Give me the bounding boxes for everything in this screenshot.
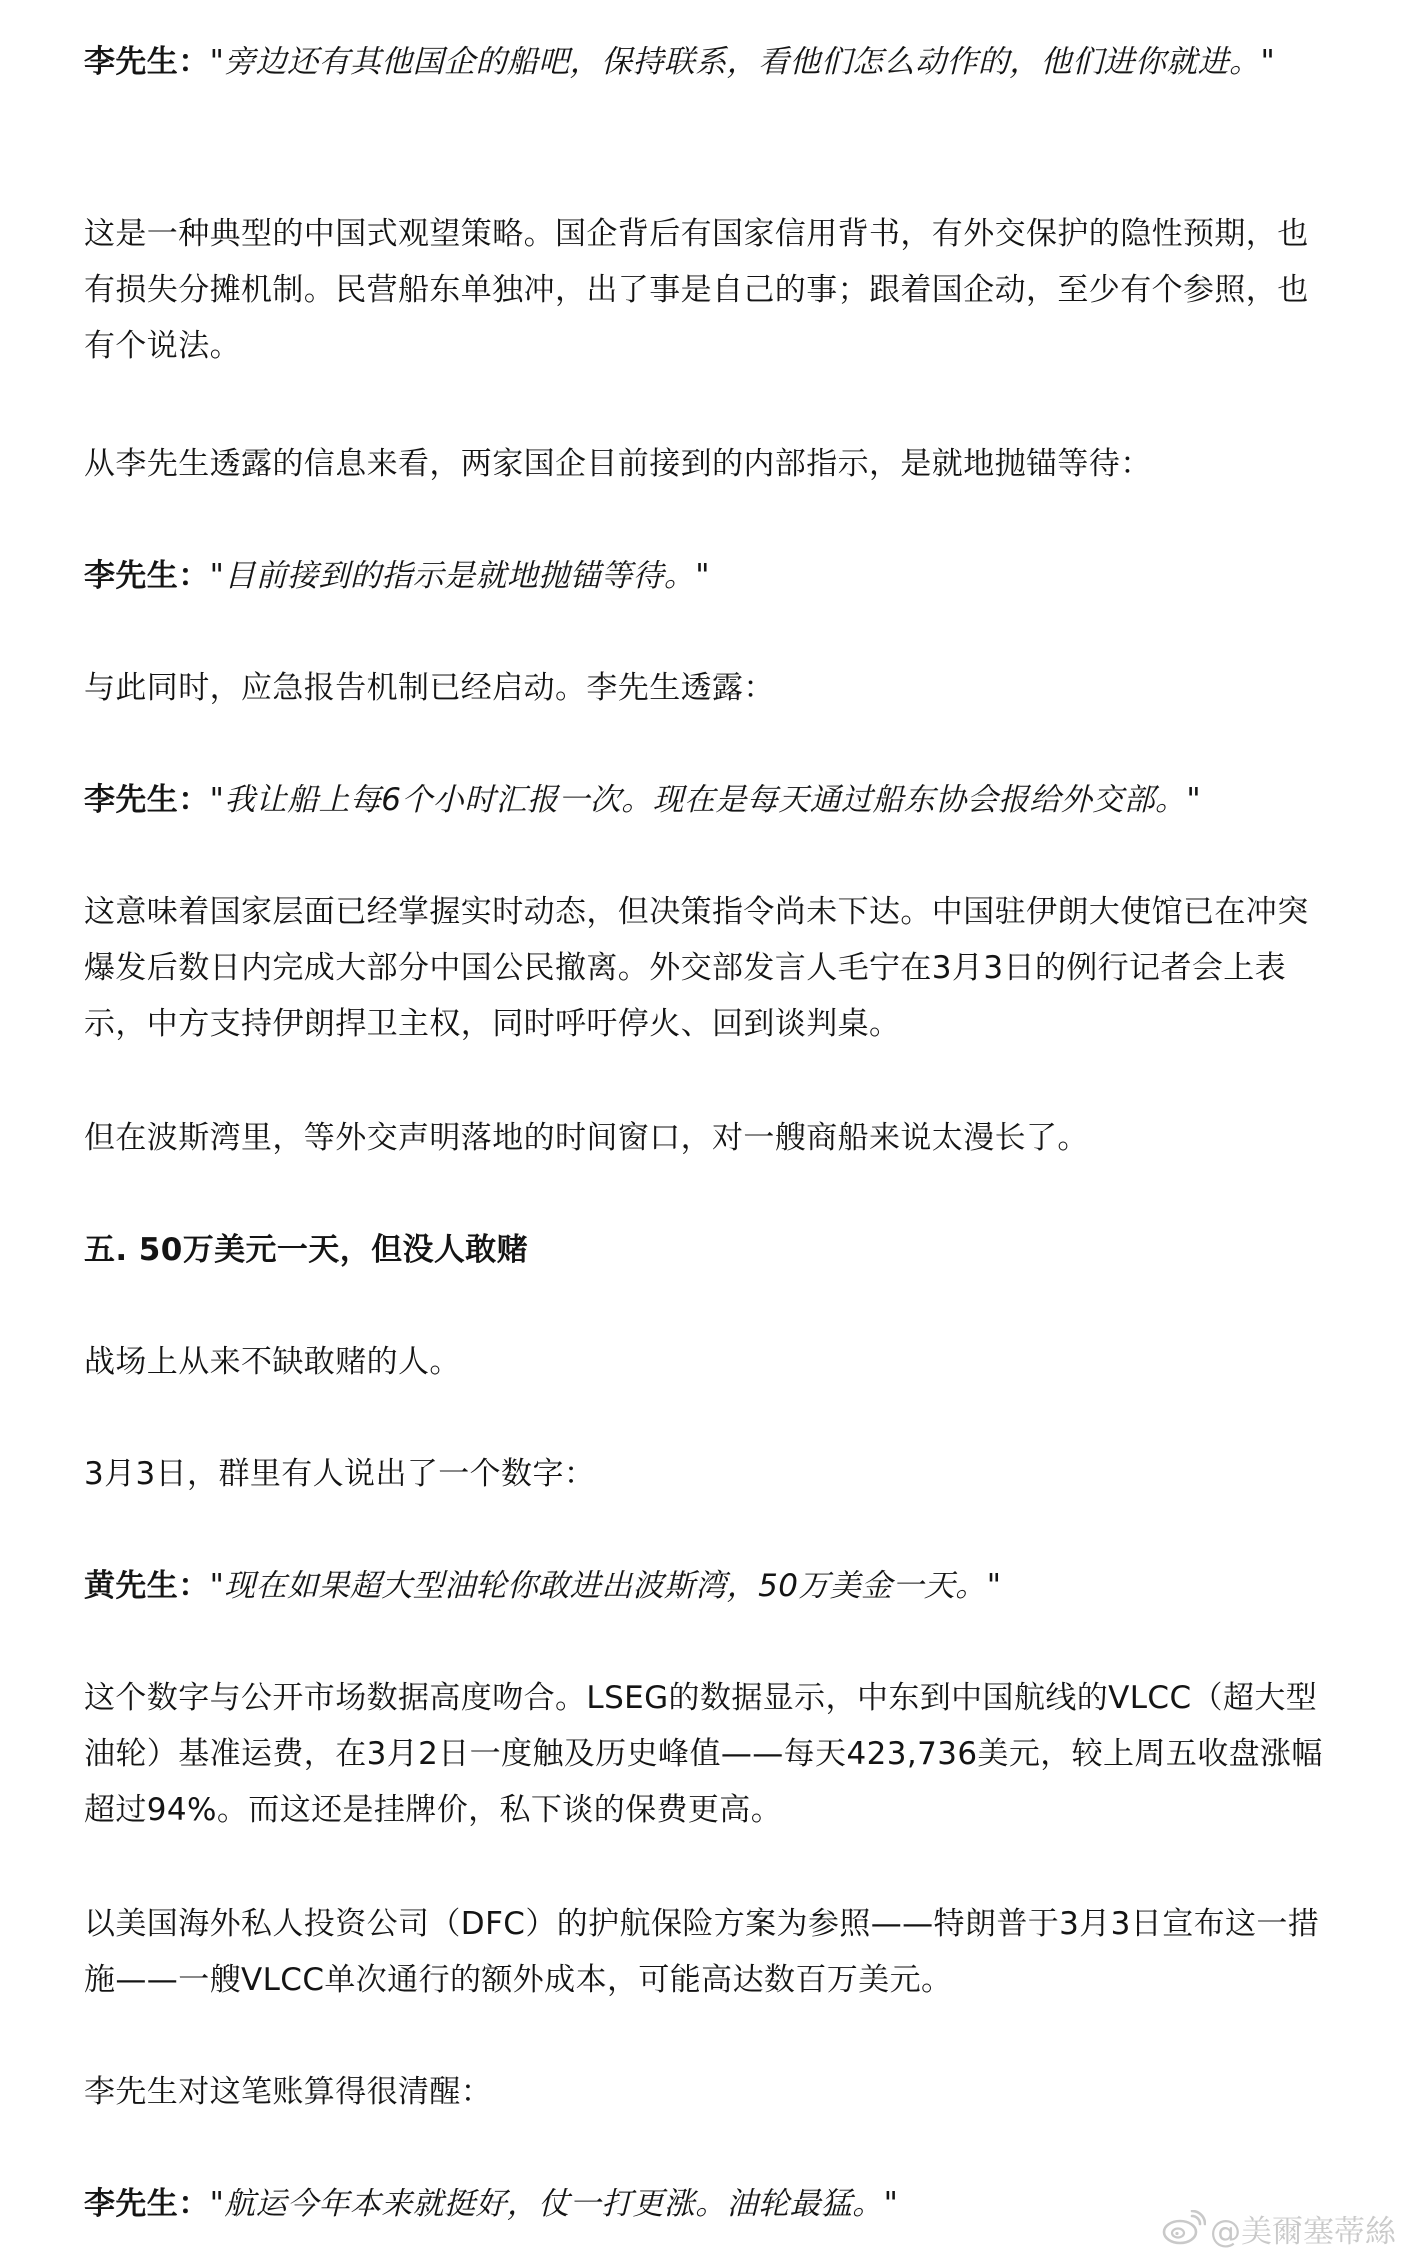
body-paragraph: 这意味着国家层面已经掌握实时动态，但决策指令尚未下达。中国驻伊朗大使馆已在冲突爆发后数日内完成大部分中国公民撤离。外交部发言人毛宁在3月3日的例行记者会上表示，中方支持伊朗捍卫主权，同时呼吁停火、回到谈判桌。 [84,894,1309,1042]
quote-speaker: 李先生： [84,44,210,80]
body-paragraph: 但在波斯湾里，等外交声明落地的时间窗口，对一艘商船来说太漫长了。 [84,1120,1089,1156]
quote-paragraph [84,1558,1334,1614]
quote-speaker: 李先生： [84,782,210,818]
quote-paragraph [84,34,1334,90]
quote-paragraph [84,548,1334,604]
body-paragraph: 这个数字与公开市场数据高度吻合。LSEG的数据显示，中东到中国航线的VLCC（超大型油轮）基准运费，在3月2日一度触及历史峰值——每天423,736美元，较上周五收盘涨幅超过94%。而这还是挂牌价，私下谈的保费更高。 [84,1680,1323,1828]
quote-text: "旁边还有其他国企的船吧，保持联系，看他们怎么动作的，他们进你就进。" [209,44,1276,80]
quote-speaker: 李先生： [84,558,210,594]
quote-speaker: 李先生： [84,2186,210,2222]
watermark-text: @美爾塞蒂絲 [1210,2213,1396,2250]
quote-text: "航运今年本来就挺好，仗一打更涨。油轮最猛。" [209,2186,899,2222]
body-paragraph: 与此同时，应急报告机制已经启动。李先生透露： [84,670,775,706]
body-paragraph: 3月3日，群里有人说出了一个数字： [84,1456,596,1492]
body-paragraph: 李先生对这笔账算得很清醒： [84,2074,493,2110]
quote-speaker: 黄先生： [84,1568,210,1604]
quote-text: "现在如果超大型油轮你敢进出波斯湾，50万美金一天。" [209,1568,1002,1604]
quote-text: "目前接到的指示是就地抛锚等待。" [209,558,710,594]
section-heading: 五. 50万美元一天，但没人敢赌 [84,1232,529,1268]
quote-text: "我让船上每6个小时汇报一次。现在是每天通过船东协会报给外交部。" [209,782,1202,818]
watermark [1162,2200,1396,2256]
quote-paragraph [84,2176,1334,2232]
body-paragraph: 以美国海外私人投资公司（DFC）的护航保险方案为参照——特朗普于3月3日宣布这一措施——一艘VLCC单次通行的额外成本，可能高达数百万美元。 [84,1906,1320,1998]
body-paragraph: 从李先生透露的信息来看，两家国企目前接到的内部指示，是就地抛锚等待： [84,446,1152,482]
weibo-logo-icon [1162,2210,1206,2246]
quote-paragraph [84,772,1334,828]
body-paragraph: 这是一种典型的中国式观望策略。国企背后有国家信用背书，有外交保护的隐性预期，也有损失分摊机制。民营船东单独冲，出了事是自己的事；跟着国企动，至少有个参照，也有个说法。 [84,216,1309,364]
body-paragraph: 战场上从来不缺敢赌的人。 [84,1344,461,1380]
